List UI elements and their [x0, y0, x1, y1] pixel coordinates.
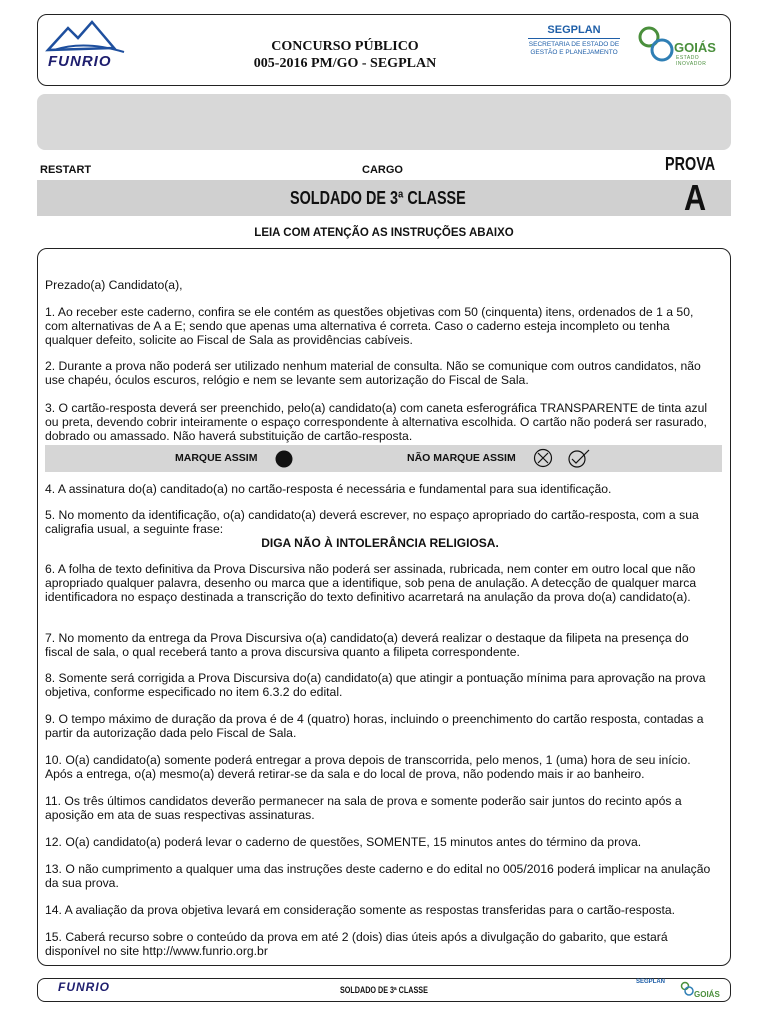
instruction-7: 7. No momento da entrega da Prova Discursiva o(a) candidato(a) deverá realizar o destaque da filipeta na presença do fiscal de sala, o qual receberá tanto a prova discursiva quanto a filipeta correspondente.	[45, 631, 689, 659]
exam-title	[220, 38, 470, 72]
funrio-logo-text: FUNRIO	[48, 53, 112, 70]
instruction-4: 4. A assinatura do(a) canditado(a) no cartão-resposta é necessária e fundamental para sua identificação.	[45, 482, 612, 496]
prova-label: PROVA	[665, 154, 716, 174]
instruction-12: 12. O(a) candidato(a) poderá levar o caderno de questões, SOMENTE, 15 minutos antes do término da prova.	[45, 835, 642, 849]
prova-letter: A	[684, 177, 707, 218]
funrio-logo	[44, 18, 130, 74]
instruction-15: 15. Caberá recurso sobre o conteúdo da prova em até 2 (dois) dias úteis após a divulgação do gabarito, que estará disponível no site http://www.funrio.org.br	[45, 930, 668, 958]
footer-funrio-logo: FUNRIO	[58, 980, 110, 994]
checked-circle-icon	[567, 448, 591, 468]
goias-swirl-icon	[636, 24, 676, 66]
identification-phrase: DIGA NÃO À INTOLERÂNCIA RELIGIOSA.	[261, 536, 499, 550]
goias-name: GOIÁS	[674, 40, 716, 55]
segplan-name: SEGPLAN	[547, 24, 601, 36]
instruction-11: 11. Os três últimos candidatos deverão permanecer na sala de prova e somente poderão sair juntos do recinto após a aposição em ata de suas respectivas assinaturas.	[45, 794, 682, 822]
segplan-sub-2: GESTÃO E PLANEJAMENTO	[530, 49, 618, 56]
mountain-logo-icon	[44, 18, 130, 58]
crossed-circle-icon	[533, 448, 553, 468]
instruction-13: 13. O não cumprimento a qualquer uma das instruções deste caderno e do edital no 005/2016 poderá implicar na anulação da sua prova.	[45, 862, 711, 890]
goias-sub: ESTADO INOVADOR	[676, 55, 707, 67]
filled-circle-icon	[275, 450, 293, 468]
goias-logo	[636, 24, 728, 68]
segplan-sub-1: SECRETARIA DE ESTADO DE	[528, 41, 620, 48]
instruction-6: 6. A folha de texto definitiva da Prova Discursiva não poderá ser assinada, rubricada, nem conter em outro local que não apropriado qualquer palavra, desenho ou marca que a identifique, sob pena de anulação. A detecção de qualquer marca identificadora no espaço destinada a transcrição do texto definitivo acarretará na anulação da prova do(a) candidato(a).	[45, 562, 697, 604]
restart-label: RESTART	[40, 164, 92, 176]
footer-segplan-logo: SEGPLAN	[636, 979, 666, 985]
instructions-heading: LEIA COM ATENÇÃO AS INSTRUÇÕES ABAIXO	[254, 227, 514, 239]
greeting: Prezado(a) Candidato(a),	[45, 278, 183, 292]
marking-example-bar	[45, 445, 722, 472]
nao-marque-assim-label: NÃO MARQUE ASSIM	[407, 452, 516, 464]
candidate-info-box	[37, 94, 731, 150]
instructions-box	[37, 248, 731, 966]
segplan-logo	[528, 24, 620, 57]
instruction-5: 5. No momento da identificação, o(a) candidato(a) deverá escrever, no espaço apropriado do cartão-resposta, com a sua caligrafia usual, a seguinte frase:	[45, 508, 699, 536]
title-line-2: 005-2016 PM/GO - SEGPLAN	[253, 56, 437, 71]
instruction-1: 1. Ao receber este caderno, confira se ele contém as questões objetivas com 50 (cinquenta) itens, ordenados de 1 a 50, com alternativas de A a E; sendo que apenas uma alternativa é correta. Caso o caderno esteja incompleto ou tenha qualquer defeito, solicite ao Fiscal de Sala as providências cabíveis.	[45, 305, 694, 347]
footer-goias-logo: GOIÁS	[694, 990, 720, 999]
instruction-3: 3. O cartão-resposta deverá ser preenchido, pelo(a) candidato(a) com caneta esferográfica TRANSPARENTE de tinta azul ou preta, devendo cobrir inteiramente o espaço correspondente à alternativa escolhida. O cartão não poderá ser rasurado, dobrado ou amassado. Não haverá substituição de cartão-resposta.	[45, 401, 708, 443]
instruction-8: 8. Somente será corrigida a Prova Discursiva do(a) candidato(a) que atingir a pontuação mínima para aprovação na prova objetiva, conforme especificado no item 6.3.2 do edital.	[45, 671, 706, 699]
cargo-label: CARGO	[362, 164, 403, 176]
instruction-10: 10. O(a) candidato(a) somente poderá entregar a prova depois de transcorrida, pelo menos, 1 (uma) hora de seu início. Após a entrega, o(a) mesmo(a) deverá retirar-se da sala e do local de prova, não podendo mais ir ao banheiro.	[45, 753, 691, 781]
title-line-1: CONCURSO PÚBLICO	[271, 39, 419, 54]
instruction-9: 9. O tempo máximo de duração da prova é de 4 (quatro) horas, incluindo o preenchimento do cartão resposta, contadas a partir da autorização dada pelo Fiscal de Sala.	[45, 712, 704, 740]
footer-cargo: SOLDADO DE 3ª CLASSE	[340, 985, 428, 995]
cargo-value: SOLDADO DE 3ª CLASSE	[290, 188, 466, 208]
instruction-14: 14. A avaliação da prova objetiva levará em consideração somente as respostas transferidas para o cartão-resposta.	[45, 903, 676, 917]
instruction-2: 2. Durante a prova não poderá ser utilizado nenhum material de consulta. Não se comunique com outros candidatos, não use chapéu, óculos escuros, relógio e nem se levante sem autorização do Fiscal de Sala.	[45, 359, 701, 387]
footer-goias-swirl-icon	[680, 981, 694, 997]
marque-assim-label: MARQUE ASSIM	[175, 452, 258, 464]
